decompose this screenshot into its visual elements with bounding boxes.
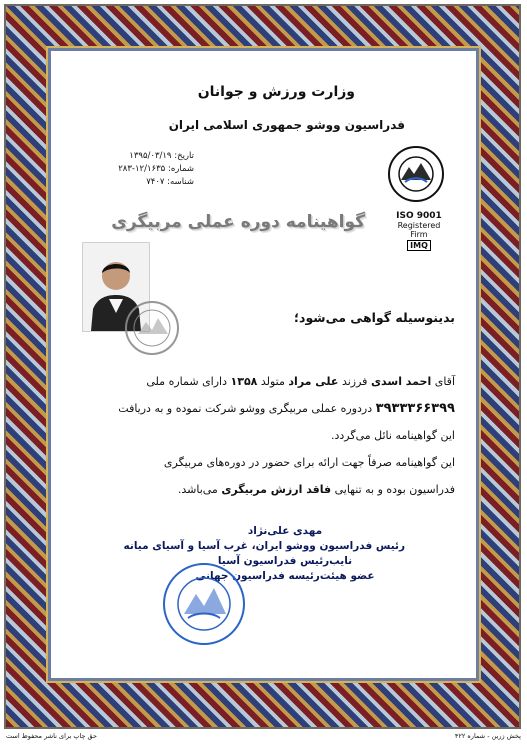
signatory-role-2: نایب‌رئیس فدراسیون آسیا xyxy=(217,555,353,567)
footer-left: حق چاپ برای ناشر محفوظ است xyxy=(6,732,97,740)
father-name: علی مراد xyxy=(288,375,339,388)
iso-brand: IMQ xyxy=(407,240,431,251)
footer-right: پخش زرین - شماره ۴۲۲ xyxy=(454,732,521,740)
iso-text: ISO 9001 xyxy=(396,211,442,221)
body-l5-c: می‌باشد. xyxy=(177,483,218,496)
national-id: ۳۹۳۳۳۶۶۳۹۹ xyxy=(375,401,455,416)
federation-emblem-icon xyxy=(383,144,449,204)
photo-stamp-icon xyxy=(124,300,180,356)
body-line-2 xyxy=(74,395,455,422)
body-line-5 xyxy=(74,476,455,503)
body-l1-c: متولد xyxy=(260,375,285,388)
body-l5-a: فدراسیون بوده و به تنهایی xyxy=(334,483,455,496)
meta-attachment: شناسه: ۷۴۰۷ xyxy=(146,177,194,187)
body-line-1 xyxy=(74,368,455,395)
body-l2-rest: دردوره عملی مربیگری ووشو شرکت نموده و به دریافت xyxy=(118,402,373,415)
body-line-3: این گواهینامه نائل می‌گردد. xyxy=(330,429,455,442)
body-l5-b: فاقد ارزش مربیگری xyxy=(221,483,332,496)
body-l1-b: فرزند xyxy=(341,375,368,388)
ministry-title: وزارت ورزش و جوانان xyxy=(197,84,355,100)
federation-title: فدراسیون ووشو جمهوری اسلامی ایران xyxy=(168,118,405,132)
certificate-content xyxy=(52,52,475,677)
iso-sub: Registered Firm xyxy=(397,221,441,239)
meta-number: شماره: ۱۲/۱۶۳۵-۲۸۳ xyxy=(118,164,194,174)
body-line-4: این گواهینامه صرفاً جهت ارائه برای حضور در دوره‌های مربیگری xyxy=(163,456,455,469)
birth-year: ۱۳۵۸ xyxy=(230,375,258,388)
body-l1-d: دارای شماره ملی xyxy=(146,375,228,388)
signatory-role-3: عضو هیئت‌رئیسه فدراسیون جهانی xyxy=(195,570,375,582)
meta-date: تاریخ: ۱۳۹۵/۰۳/۱۹ xyxy=(129,151,194,161)
certify-statement: بدینوسیله گواهی می‌شود؛ xyxy=(294,310,455,325)
document-meta xyxy=(74,150,194,189)
signatory-name: مهدی علی‌نژاد xyxy=(247,525,323,537)
certificate-title: گواهینامه دوره عملی مربیگری xyxy=(111,212,365,232)
recipient-name: احمد اسدی xyxy=(370,375,432,388)
body-l1-a: آقای xyxy=(434,375,455,388)
official-stamp-icon xyxy=(162,562,246,646)
iso-badge xyxy=(393,211,445,250)
certificate-body xyxy=(74,368,455,503)
signatory-role-1: رئیس فدراسیون ووشو ایران، غرب آسیا و آسیای میانه xyxy=(123,540,405,552)
